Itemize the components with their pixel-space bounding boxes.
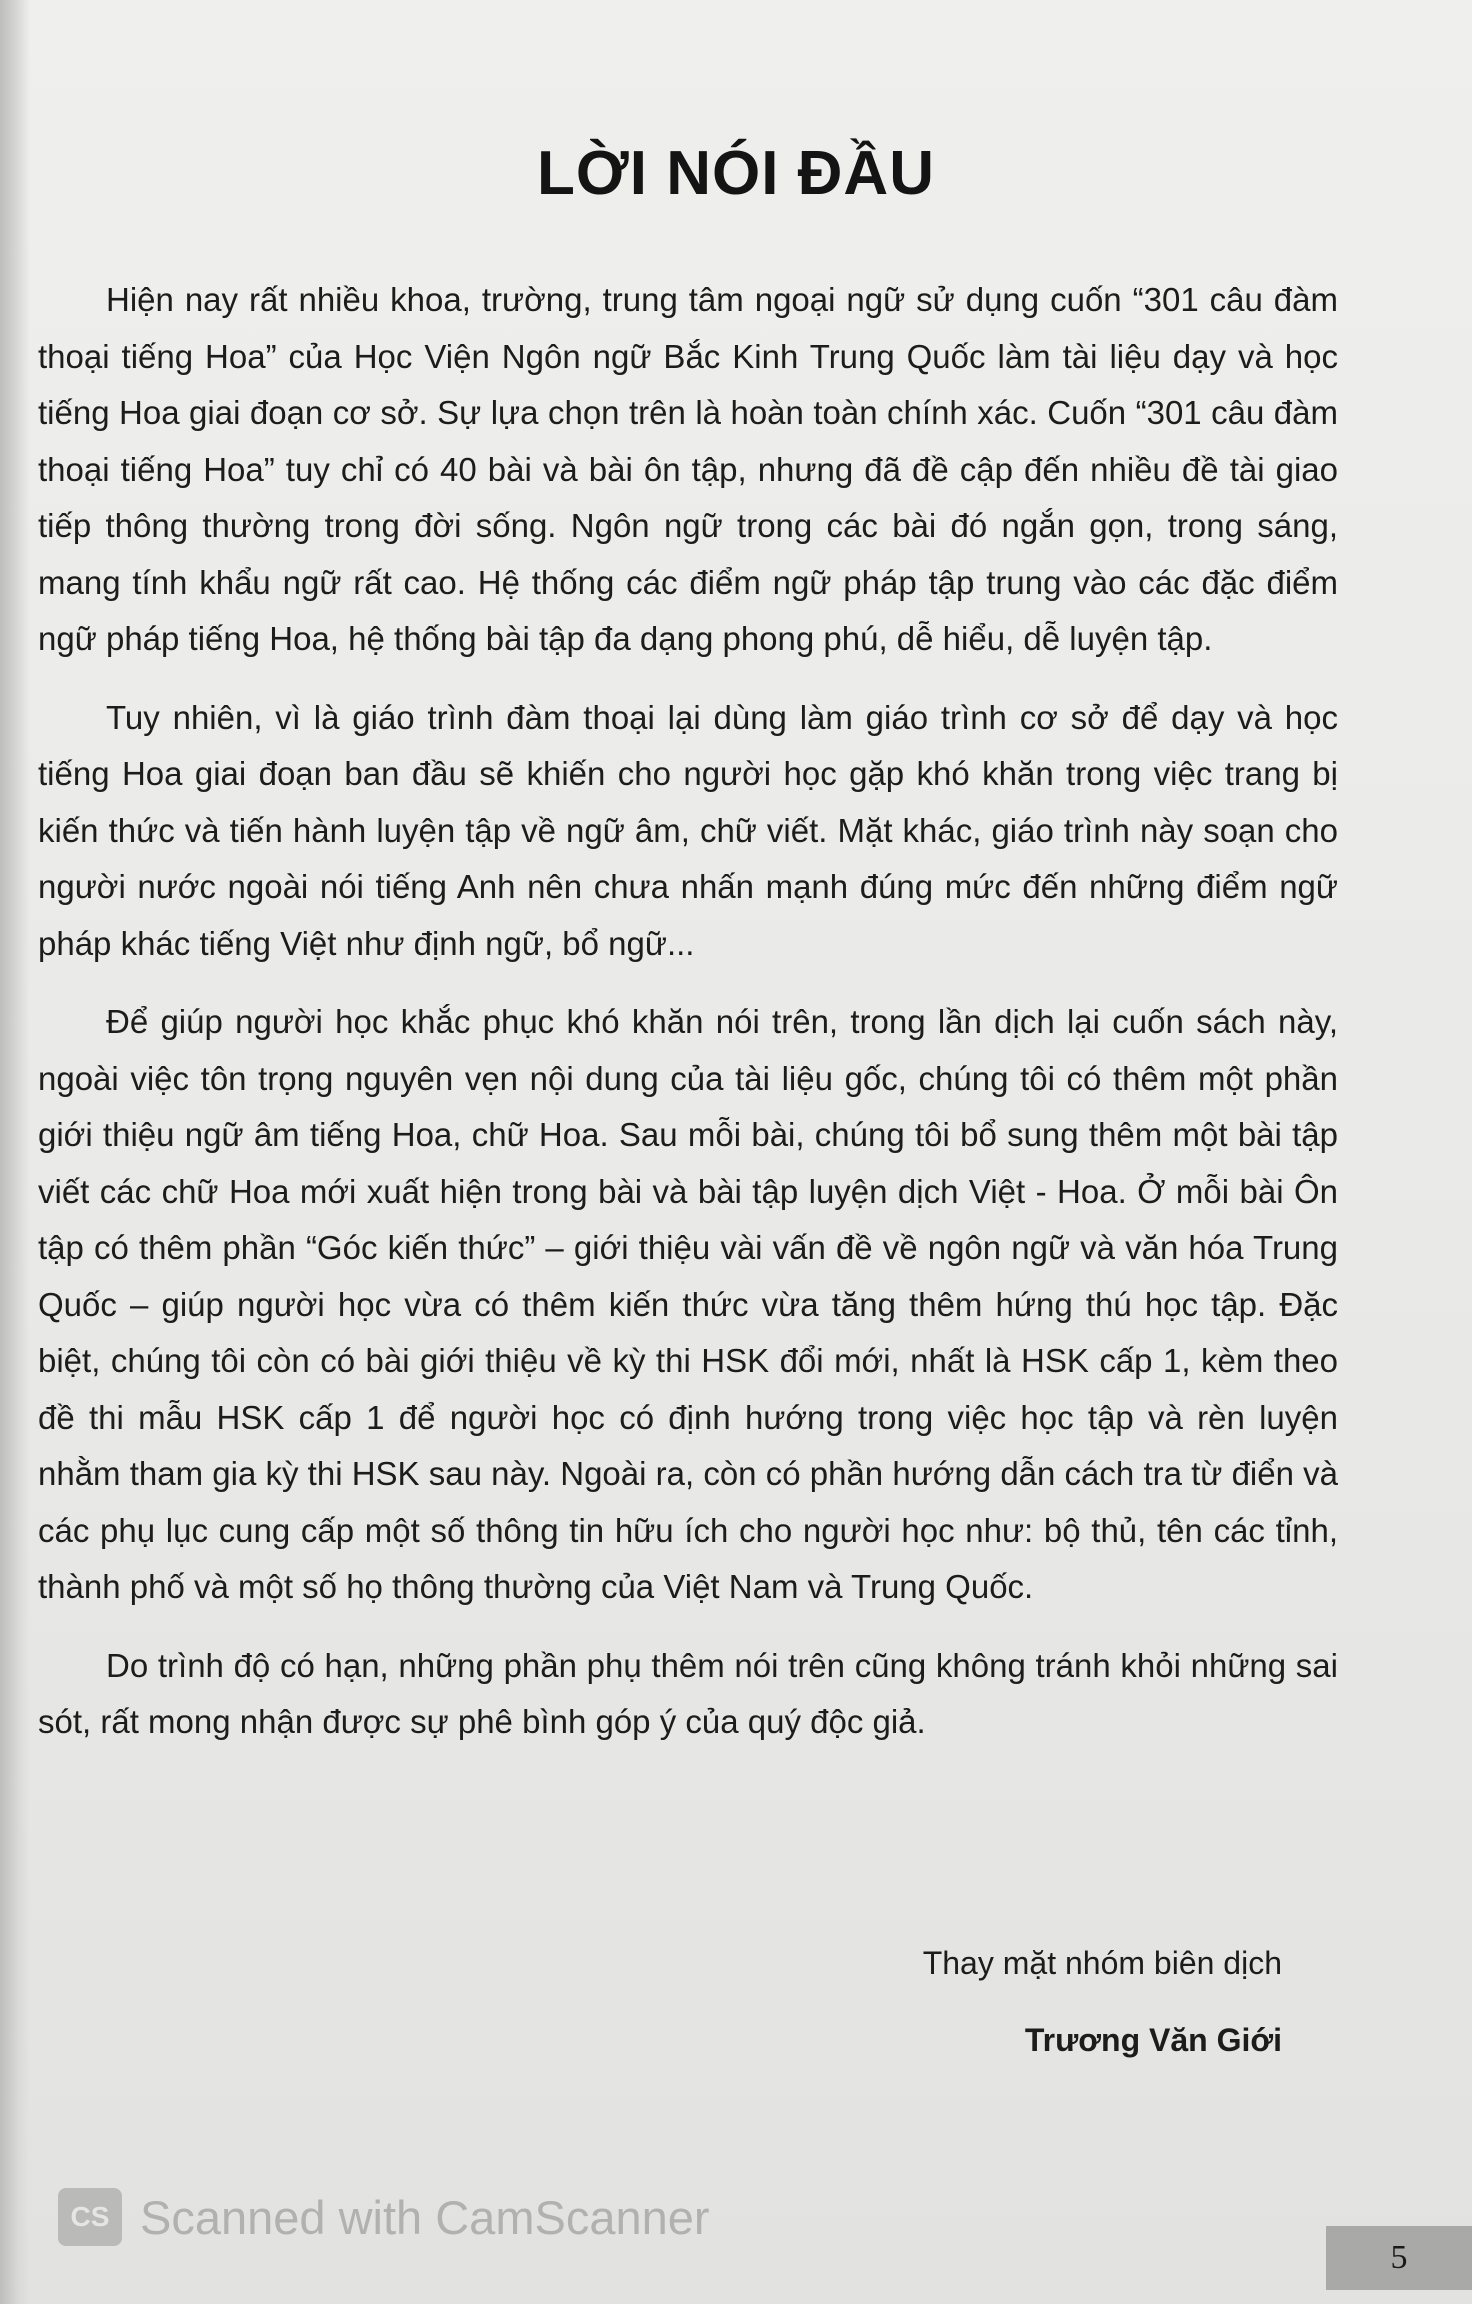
signature-role: Thay mặt nhóm biên dịch [922, 1945, 1282, 1981]
paragraph-3: Để giúp người học khắc phục khó khăn nói trên, trong lần dịch lại cuốn sách này, ngoài việc tôn trọng nguyên vẹn nội dung của tài liệu gốc, chúng tôi có thêm một phần giới thiệu ngữ âm tiếng Hoa, chữ Hoa. Sau mỗi bài, chúng tôi bổ sung thêm một bài tập viết các chữ Hoa mới xuất hiện trong bài và bài tập luyện dịch Việt - Hoa. Ở mỗi bài Ôn tập có thêm phần “Góc kiến thức” – giới thiệu vài vấn đề về ngôn ngữ và văn hóa Trung Quốc – giúp người học vừa có thêm kiến thức vừa tăng thêm hứng thú học tập. Đặc biệt, chúng tôi còn có bài giới thiệu về kỳ thi HSK đổi mới, nhất là HSK cấp 1, kèm theo đề thi mẫu HSK cấp 1 để người học có định hướng trong việc học tập và rèn luyện nhằm tham gia kỳ thi HSK sau này. Ngoài ra, còn có phần hướng dẫn cách tra từ điển và các phụ lục cung cấp một số thông tin hữu ích cho người học như: bộ thủ, tên các tỉnh, thành phố và một số họ thông thường của Việt Nam và Trung Quốc. [38, 1003, 1338, 1605]
paragraph-4: Do trình độ có hạn, những phần phụ thêm nói trên cũng không tránh khỏi những sai sót, rất mong nhận được sự phê bình góp ý của quý độc giả. [38, 1646, 1338, 1740]
page-number: 5 [1390, 2239, 1408, 2276]
paragraph-1: Hiện nay rất nhiều khoa, trường, trung tâm ngoại ngữ sử dụng cuốn “301 câu đàm thoại tiếng Hoa” của Học Viện Ngôn ngữ Bắc Kinh Trung Quốc làm tài liệu dạy và học tiếng Hoa giai đoạn cơ sở. Sự lựa chọn trên là hoàn toàn chính xác. Cuốn “301 câu đàm thoại tiếng Hoa” tuy chỉ có 40 bài và bài ôn tập, nhưng đã đề cập đến nhiều đề tài giao tiếp thông thường trong đời sống. Ngôn ngữ trong các bài đó ngắn gọn, trong sáng, mang tính khẩu ngữ rất cao. Hệ thống các điểm ngữ pháp tập trung vào các đặc điểm ngữ pháp tiếng Hoa, hệ thống bài tập đa dạng phong phú, dễ hiểu, dễ luyện tập. [38, 281, 1338, 657]
camscanner-watermark [58, 2188, 710, 2246]
paragraph-2: Tuy nhiên, vì là giáo trình đàm thoại lại dùng làm giáo trình cơ sở để dạy và học tiếng Hoa giai đoạn ban đầu sẽ khiến cho người học gặp khó khăn trong việc trang bị kiến thức và tiến hành luyện tập về ngữ âm, chữ viết. Mặt khác, giáo trình này soạn cho người nước ngoài nói tiếng Anh nên chưa nhấn mạnh đúng mức đến những điểm ngữ pháp khác tiếng Việt như định ngữ, bổ ngữ... [38, 698, 1338, 962]
page-number-tab [1326, 2226, 1472, 2290]
preface-body [38, 272, 1338, 1773]
signature-name: Trương Văn Giới [1024, 2022, 1282, 2058]
camscanner-logo-icon: CS [58, 2188, 122, 2246]
page-title: LỜI NÓI ĐẦU [537, 139, 935, 208]
watermark-text: Scanned with CamScanner [140, 2190, 710, 2244]
page-binding-shadow [0, 0, 30, 2304]
